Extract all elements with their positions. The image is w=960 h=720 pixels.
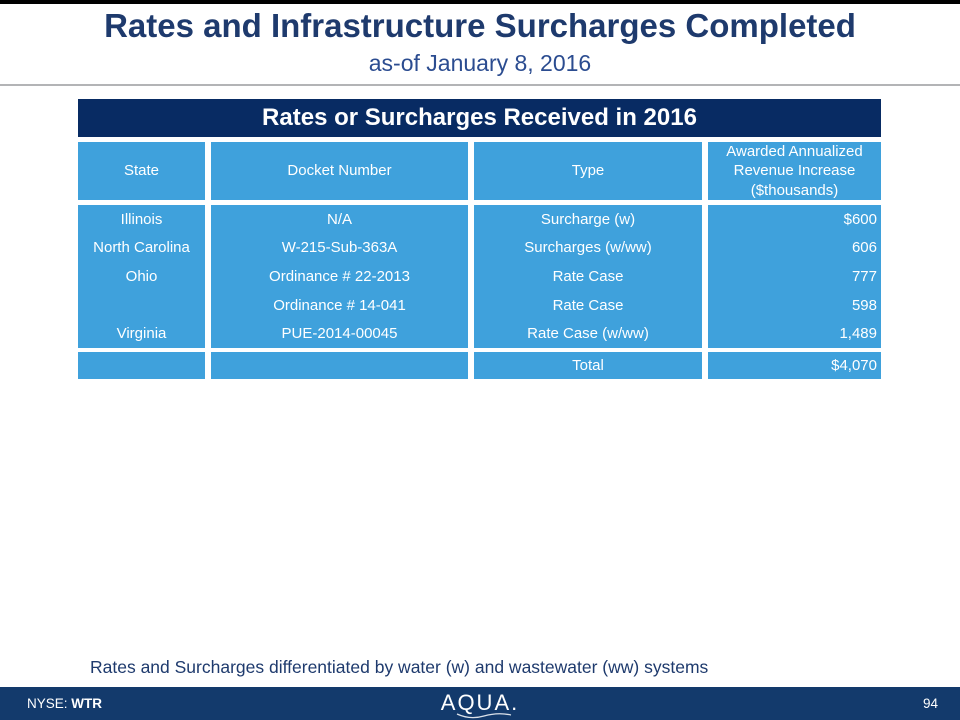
total-label: Total — [474, 352, 702, 379]
column-header-state: State — [78, 142, 205, 200]
cell-state: Virginia — [78, 319, 205, 348]
cell-docket: N/A — [211, 205, 468, 234]
cell-revenue: 598 — [708, 291, 881, 320]
cell-state: Ohio — [78, 262, 205, 291]
total-value: $4,070 — [708, 352, 881, 379]
ticker-symbol: WTR — [71, 696, 103, 711]
column-header-revenue: Awarded Annualized Revenue Increase ($thousands) — [708, 142, 881, 200]
top-border — [0, 0, 960, 4]
total-empty-docket — [211, 352, 468, 379]
cell-state: North Carolina — [78, 234, 205, 263]
column-header-docket: Docket Number — [211, 142, 468, 200]
cell-docket: Ordinance # 14-041 — [211, 291, 468, 320]
cell-revenue: 606 — [708, 234, 881, 263]
page-number: 94 — [922, 696, 938, 711]
title-divider — [0, 84, 960, 86]
table-total-row — [78, 352, 881, 379]
cell-docket: W-215-Sub-363A — [211, 234, 468, 263]
page-title: Rates and Infrastructure Surcharges Completed — [104, 7, 856, 44]
total-empty-state — [78, 352, 205, 379]
table-banner: Rates or Surcharges Received in 2016 — [78, 99, 881, 137]
footer-bar — [0, 687, 960, 720]
cell-type: Surcharges (w/ww) — [474, 234, 702, 263]
cell-revenue: 777 — [708, 262, 881, 291]
cell-docket: Ordinance # 22-2013 — [211, 262, 468, 291]
cell-docket: PUE-2014-00045 — [211, 319, 468, 348]
cell-type: Rate Case — [474, 291, 702, 320]
cell-state: Illinois — [78, 205, 205, 234]
aqua-logo: AQUA. — [440, 690, 520, 715]
page-subtitle: as-of January 8, 2016 — [368, 50, 592, 76]
nyse-label: NYSE: — [27, 696, 72, 711]
aqua-wave-icon — [455, 711, 513, 720]
table-body — [78, 205, 881, 348]
cell-type: Rate Case — [474, 262, 702, 291]
column-header-type: Type — [474, 142, 702, 200]
cell-type: Rate Case (w/ww) — [474, 319, 702, 348]
footnote-text: Rates and Surcharges differentiated by water (w) and wastewater (ww) systems — [90, 657, 709, 677]
cell-revenue: 1,489 — [708, 319, 881, 348]
table-header-row — [78, 142, 881, 200]
cell-type: Surcharge (w) — [474, 205, 702, 234]
rates-table — [78, 99, 881, 379]
cell-state — [78, 291, 205, 320]
cell-revenue: $600 — [708, 205, 881, 234]
